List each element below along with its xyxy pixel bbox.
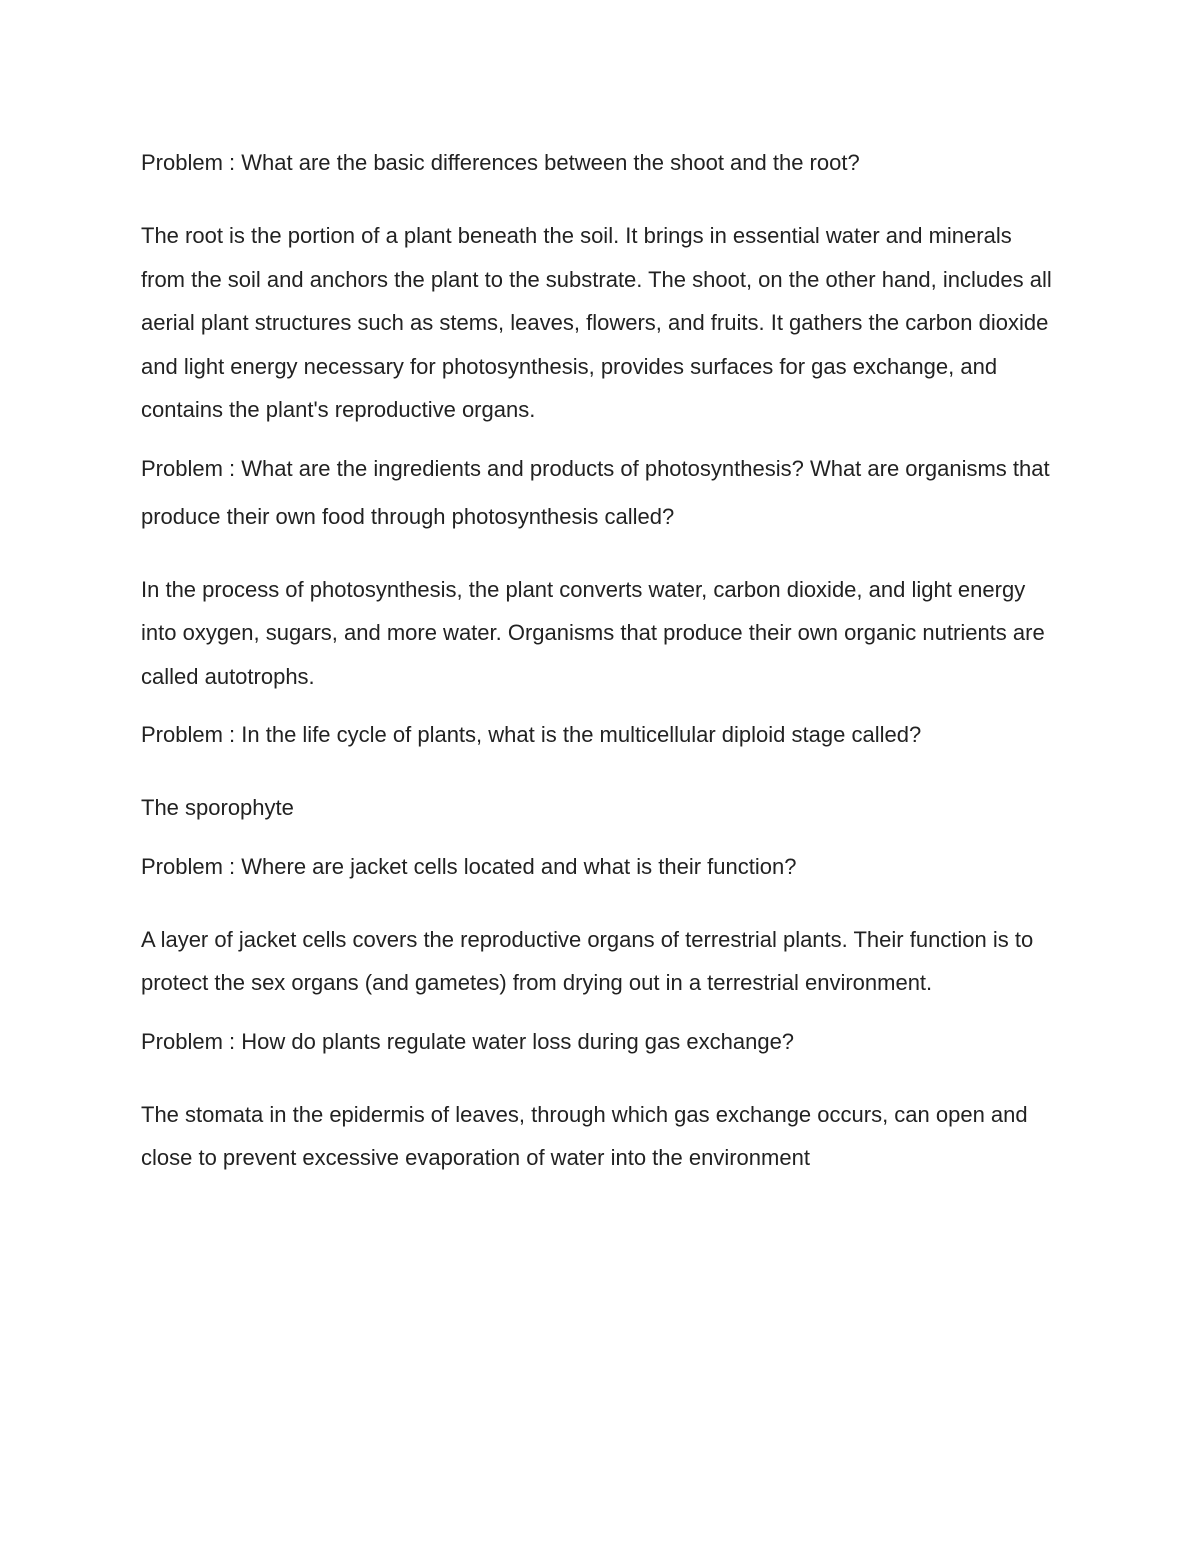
qa-block-4: [141, 843, 1060, 1005]
spacer: [141, 432, 1060, 445]
question-1: Problem : What are the basic differences between the shoot and the root?: [141, 150, 860, 175]
answer-3: The sporophyte: [141, 795, 294, 820]
qa-block-3: [141, 711, 1060, 830]
qa-block-2: [141, 445, 1060, 699]
spacer: [141, 1066, 1060, 1093]
spacer: [141, 698, 1060, 711]
qa-block-1: [141, 139, 1060, 432]
question-3: Problem : In the life cycle of plants, what is the multicellular diploid stage called?: [141, 722, 922, 747]
question-2: Problem : What are the ingredients and products of photosynthesis? What are organisms that produce their own food through photosynthesis called?: [141, 455, 1050, 529]
answer-2: In the process of photosynthesis, the plant converts water, carbon dioxide, and light energy into oxygen, sugars, and more water. Organisms that produce their own organic nutrients are called autotrophs.: [141, 576, 1045, 689]
question-5: Problem : How do plants regulate water loss during gas exchange?: [141, 1028, 795, 1054]
question-4: Problem : Where are jacket cells located and what is their function?: [141, 853, 797, 879]
spacer: [141, 759, 1060, 786]
answer-4: A layer of jacket cells covers the reproductive organs of terrestrial plants. Their function is to protect the sex organs (and gametes) from drying out in a terrestrial environment.: [141, 926, 1034, 995]
spacer: [141, 541, 1060, 568]
answer-5: The stomata in the epidermis of leaves, through which gas exchange occurs, can open and close to prevent excessive evaporation of water into the environment: [141, 1101, 1028, 1170]
spacer: [141, 187, 1060, 214]
spacer: [141, 891, 1060, 918]
spacer: [141, 1005, 1060, 1018]
spacer: [141, 830, 1060, 843]
answer-1: The root is the portion of a plant beneath the soil. It brings in essential water and minerals from the soil and anchors the plant to the substrate. The shoot, on the other hand, includes all aerial plant structures such as stems, leaves, flowers, and fruits. It gathers the carbon dioxide and light energy necessary for photosynthesis, provides surfaces for gas exchange, and contains the plant's reproductive organs.: [141, 223, 1052, 422]
qa-block-5: [141, 1018, 1060, 1180]
